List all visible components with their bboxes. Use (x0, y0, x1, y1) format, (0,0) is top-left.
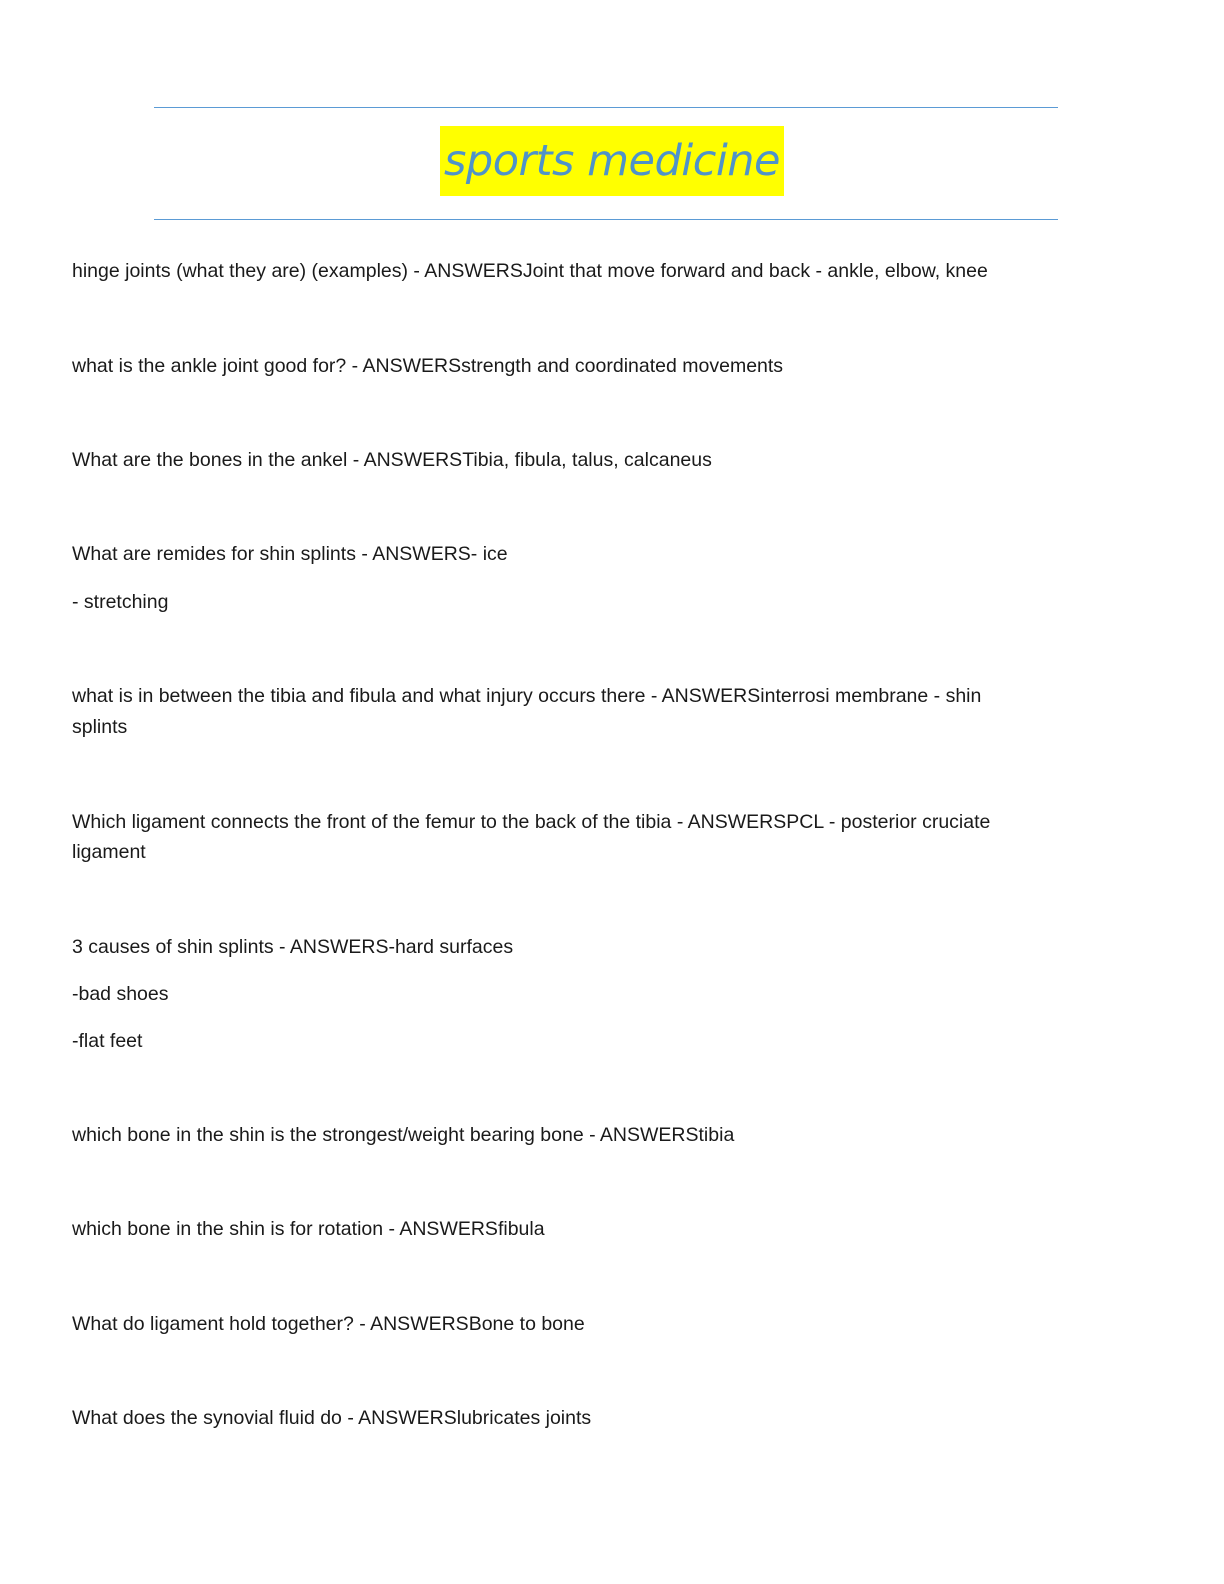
qa-line-ligament: What do ligament hold together? - ANSWERSBone to bone (72, 1313, 585, 1335)
qa-line-pcl: Which ligament connects the front of the femur to the back of the tibia - ANSWERSPCL - posterior cruciate (72, 811, 991, 833)
title-container (0, 126, 1224, 196)
qa-line-shin-splint-remedies: What are remides for shin splints - ANSWERS- ice (72, 543, 508, 565)
qa-line-strongest-bone: which bone in the shin is the strongest/weight bearing bone - ANSWERStibia (72, 1124, 735, 1146)
header-rule-top (154, 107, 1058, 108)
qa-line-hinge-joints: hinge joints (what they are) (examples) - ANSWERSJoint that move forward and back - ankle, elbow, knee (72, 260, 988, 282)
qa-line-rotation-bone: which bone in the shin is for rotation - ANSWERSfibula (72, 1218, 545, 1240)
qa-line-ankle-joint: what is the ankle joint good for? - ANSWERSstrength and coordinated movements (72, 355, 784, 377)
qa-line-shin-splint-causes-2: -bad shoes (72, 983, 169, 1005)
qa-line-shin-splint-causes-3: -flat feet (72, 1030, 143, 1052)
qa-line-shin-splint-remedies-cont: - stretching (72, 591, 169, 613)
qa-line-ankle-bones: What are the bones in the ankel - ANSWERSTibia, fibula, talus, calcaneus (72, 449, 712, 471)
qa-line-tibia-fibula: what is in between the tibia and fibula and what injury occurs there - ANSWERSinterrosi membrane - shin (72, 685, 982, 707)
qa-line-synovial-fluid: What does the synovial fluid do - ANSWERSlubricates joints (72, 1407, 592, 1429)
header-rule-bottom (154, 219, 1058, 220)
qa-line-tibia-fibula-cont: splints (72, 716, 128, 738)
page-title: sports medicine (440, 126, 784, 196)
qa-line-shin-splint-causes: 3 causes of shin splints - ANSWERS-hard surfaces (72, 936, 514, 958)
qa-line-pcl-cont: ligament (72, 841, 146, 863)
